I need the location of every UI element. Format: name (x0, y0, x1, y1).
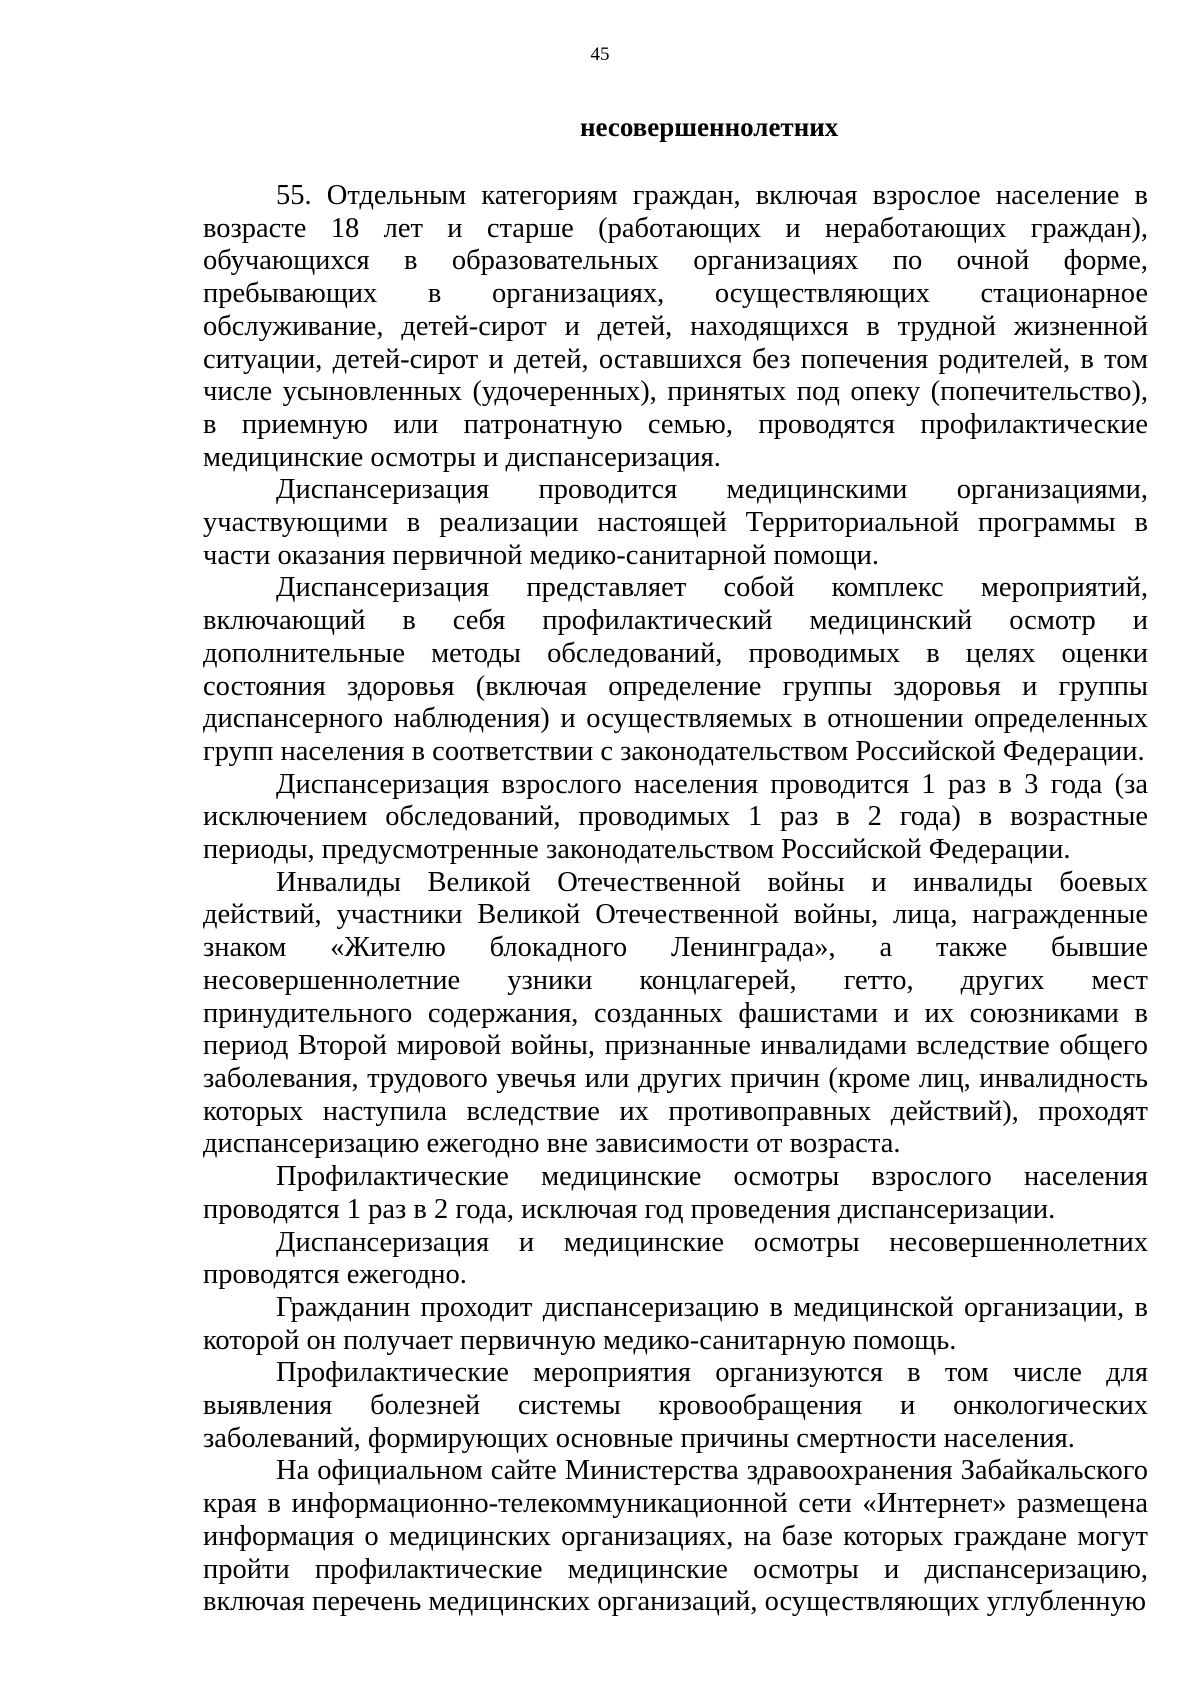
paragraph-preventive-measures: Профилактические мероприятия организуются в том числе для выявления болезней системы кровообращения и онкологических заболеваний, формирующих основные причины смертности населения. (203, 1357, 1148, 1454)
paragraph-55: 55. Отдельным категориям граждан, включая взрослое население в возрасте 18 лет и старше (работающих и неработающих граждан), обучающихся в образовательных организациях по очной форме, пребывающих в организациях, осуществляющих стационарное обслуживание, детей-сирот и детей, находящихся в трудной жизненной ситуации, детей-сирот и детей, оставшихся без попечения родителей, в том числе усыновленных (удочеренных), принятых под опеку (попечительство), в приемную или патронатную семью, проводятся профилактические медицинские осмотры и диспансеризация. (203, 180, 1148, 473)
document-body (203, 180, 1148, 1619)
paragraph-dispensary-conducted: Диспансеризация проводится медицинскими организациями, участвующими в реализации настоящей Территориальной программы в части оказания первичной медико-санитарной помощи. (203, 474, 1148, 571)
paragraph-veterans: Инвалиды Великой Отечественной войны и инвалиды боевых действий, участники Великой Отечественной войны, лица, награжденные знаком «Жителю блокадного Ленинграда», а также бывшие несовершеннолетние узники концлагерей, гетто, других мест принудительного содержания, созданных фашистами и их союзниками в период Второй мировой войны, признанные инвалидами вследствие общего заболевания, трудового увечья или других причин (кроме лиц, инвалидность которых наступила вследствие их противоправных действий), проходят диспансеризацию ежегодно вне зависимости от возраста. (203, 866, 1148, 1160)
paragraph-preventive-exams: Профилактические медицинские осмотры взрослого населения проводятся 1 раз в 2 года, исключая год проведения диспансеризации. (203, 1161, 1148, 1225)
paragraph-dispensary-definition: Диспансеризация представляет собой комплекс мероприятий, включающий в себя профилактический медицинский осмотр и дополнительные методы обследований, проводимых в целях оценки состояния здоровья (включая определение группы здоровья и группы диспансерного наблюдения) и осуществляемых в отношении определенных групп населения в соответствии с законодательством Российской Федерации. (203, 572, 1148, 767)
section-heading: несовершеннолетних (580, 112, 839, 142)
paragraph-ministry-website: На официальном сайте Министерства здравоохранения Забайкальского края в информационно-телекоммуникационной сети «Интернет» размещена информация о медицинских организациях, на базе которых граждане могут пройти профилактические медицинские осмотры и диспансеризацию, включая перечень медицинских организаций, осуществляющих углубленную (203, 1455, 1148, 1618)
paragraph-citizen-organization: Гражданин проходит диспансеризацию в медицинской организации, в которой он получает первичную медико-санитарную помощь. (203, 1291, 1148, 1356)
page-number: 45 (590, 44, 610, 65)
paragraph-minors: Диспансеризация и медицинские осмотры несовершеннолетних проводятся ежегодно. (203, 1226, 1148, 1291)
paragraph-adult-frequency: Диспансеризация взрослого населения проводится 1 раз в 3 года (за исключением обследований, проводимых 1 раз в 2 года) в возрастные периоды, предусмотренные законодательством Российской Федерации. (203, 768, 1148, 866)
